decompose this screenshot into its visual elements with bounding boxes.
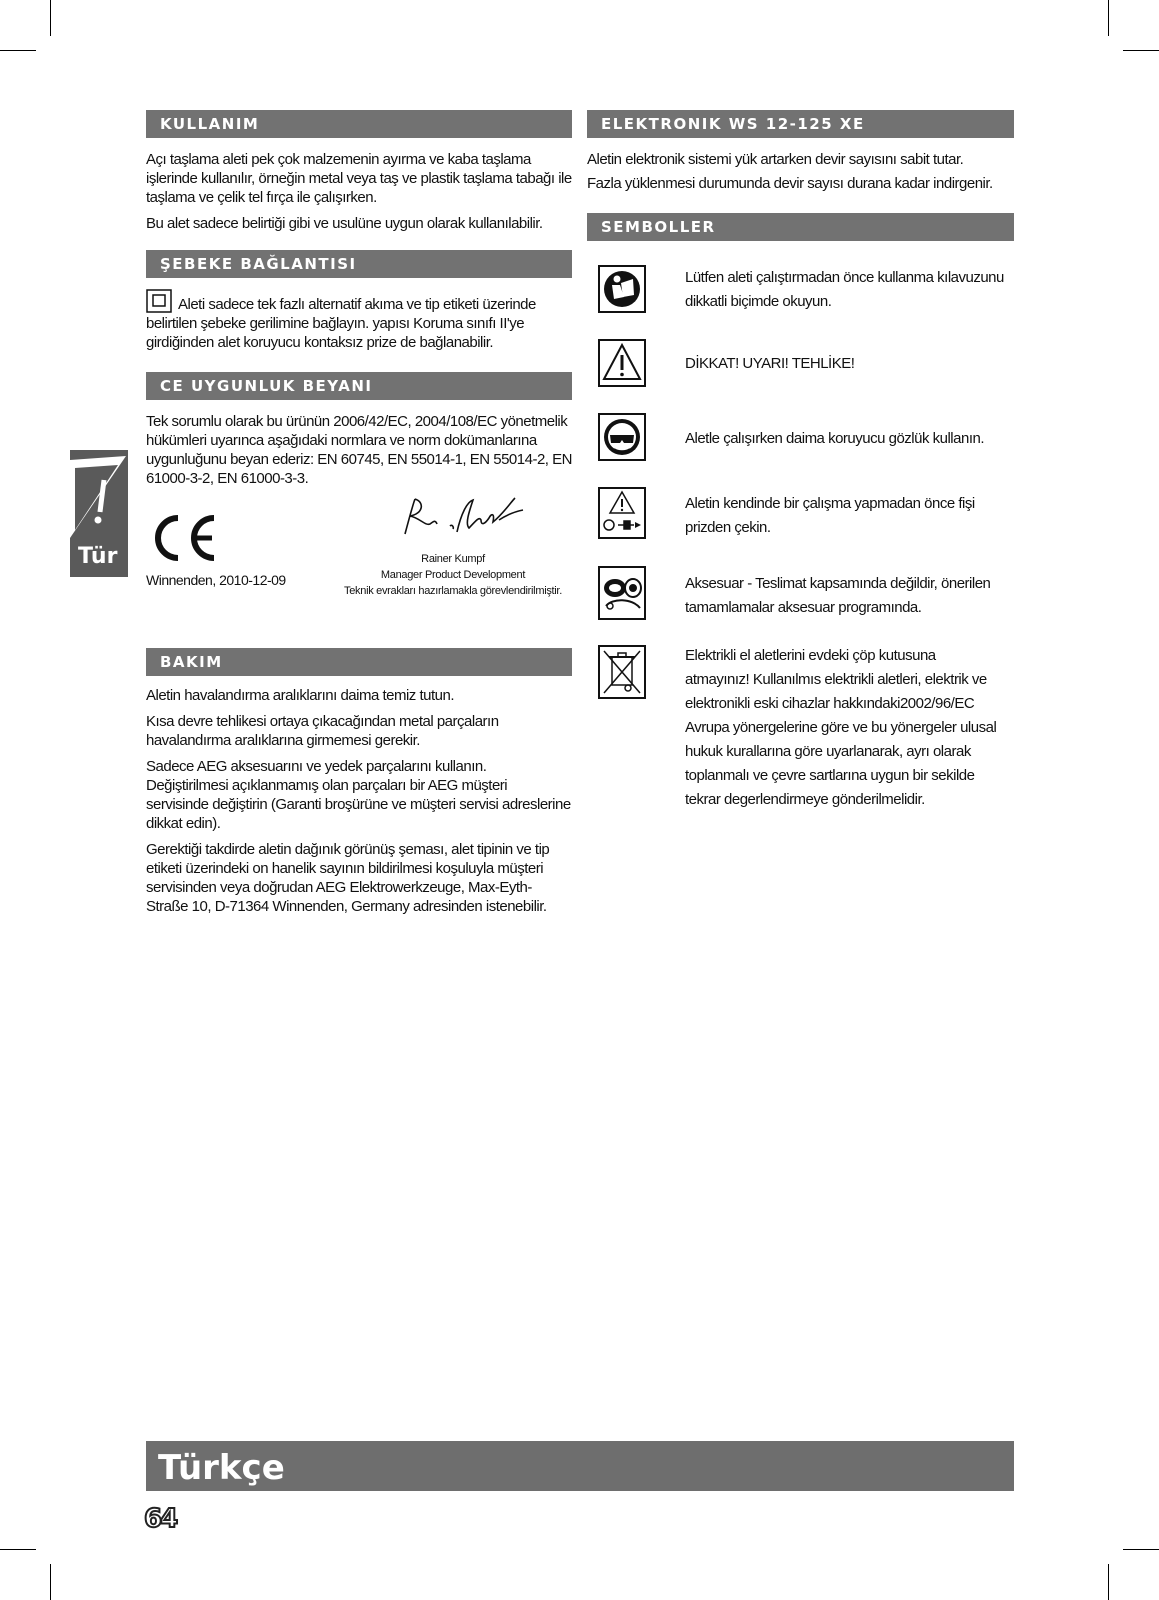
unplug-icon — [600, 489, 644, 537]
section-header-ce: CE UYGUNLUK BEYANI — [146, 372, 572, 400]
paragraph: Kısa devre tehlikesi ortaya çıkacağından metal parçaların havalandırma aralıklarına girmemesi gerekir. — [146, 713, 499, 749]
sebeke-body — [146, 289, 572, 359]
language-side-tab — [70, 450, 128, 577]
symbol-text: Aksesuar - Teslimat kapsamında değildir, önerilen tamamlamalar aksesuar programında. — [685, 575, 991, 616]
paragraph: Aletin havalandırma aralıklarını daima temiz tutun. — [146, 687, 454, 704]
section-header-elektronik: ELEKTRONIK WS 12-125 XE — [587, 110, 1014, 138]
signer-block — [330, 551, 576, 599]
crop-mark — [0, 50, 36, 51]
read-manual-icon — [600, 267, 644, 311]
crop-mark — [1123, 1549, 1159, 1550]
warning-triangle-icon — [600, 341, 644, 385]
symbol-text: Lütfen aleti çalıştırmadan önce kullanma kılavuzunu dikkatli biçimde okuyun. — [685, 269, 1004, 310]
symbol-box — [598, 487, 646, 539]
section-header-semboller: SEMBOLLER — [587, 213, 1014, 241]
kullanim-body — [146, 150, 572, 240]
warning-icon — [70, 450, 128, 540]
section-header-sebeke: ŞEBEKE BAĞLANTISI — [146, 250, 572, 278]
language-footer-bar: Türkçe — [146, 1441, 1014, 1491]
crop-mark — [50, 0, 51, 36]
place-date: Winnenden, 2010-12-09 — [146, 572, 286, 588]
symbol-box — [598, 566, 646, 620]
signer-role: Manager Product Development — [380, 569, 526, 581]
protection-class-ii-icon — [146, 289, 172, 313]
symbol-text: Aletle çalışırken daima koruyucu gözlük kullanın. — [685, 430, 984, 447]
symbol-text: DİKKAT! UYARI! TEHLİKE! — [685, 355, 855, 372]
bakim-body — [146, 686, 572, 923]
crop-mark — [50, 1564, 51, 1600]
paragraph: Sadece AEG aksesuarını ve yedek parçalarını kullanın. Değiştirilmesi açıklanmamış olan parçaları bir AEG müşteri servisinde değiştirin (Garanti broşürüne ve müşteri servisi adreslerine dikkat edin). — [146, 758, 571, 832]
section-header-bakim: BAKIM — [146, 648, 572, 676]
signer-name: Rainer Kumpf — [421, 553, 485, 565]
ce-body — [146, 412, 572, 495]
symbol-box — [598, 413, 646, 461]
signer-note: Teknik evrakları hazırlamakla görevlendirilmiştir. — [344, 585, 562, 597]
signature-image — [395, 494, 545, 544]
paragraph: Gerektiği takdirde aletin dağınık görünüş şeması, alet tipinin ve tip etiketi üzerindeki on hanelik sayının bildirilmesi koşuluyla müşteri servisinden veya doğrudan AEG Elektrowerkzeuge, Max-Eyth-Straße 10, D-71364 Winnenden, Germany adresinden istenebilir. — [146, 841, 550, 915]
section-header-kullanim: KULLANIM — [146, 110, 572, 138]
symbol-text: Elektrikli el aletlerini evdeki çöp kutusuna atmayınız! Kullanılmıs elektrikli aletleri, elektrik ve elektronikli eski cihazlar hakkındaki2002/96/EC Avrupa yönergelerine göre ve bu yönergeler ulusal hukuk kurallarına göre uyarlanarak, ayrı olarak toplanmalı ve çevre sartlarına uygun bir sekilde tekrar degerlendirmeye gönderilmelidir. — [685, 647, 997, 808]
paragraph: Tek sorumlu olarak bu ürünün 2006/42/EC, 2004/108/EC yönetmelik hükümleri uyarınca aşağıdaki normlara ve norm dokümanlarına uygunluğunu beyan ederiz: EN 60745, EN 55014-1, EN 55014-2, EN 61000-3-2, EN 61000-3-3. — [146, 413, 572, 487]
weee-bin-icon — [600, 647, 644, 697]
page-number: 64 — [144, 1504, 177, 1534]
accessory-icon — [600, 568, 644, 618]
crop-mark — [1123, 50, 1159, 51]
symbol-box — [598, 339, 646, 387]
safety-goggles-icon — [600, 415, 644, 459]
symbol-text: Aletin kendinde bir çalışma yapmadan önce fişi prizden çekin. — [685, 495, 975, 536]
crop-mark — [1108, 0, 1109, 36]
paragraph: Açı taşlama aleti pek çok malzemenin ayırma ve kaba taşlama işlerinde kullanılır, örneğin metal veya taş ve plastik taşlama tabağı ile taşlama ve çelik tel fırça ile çalışırken. — [146, 151, 572, 206]
paragraph: Aletin elektronik sistemi yük artarken devir sayısını sabit tutar. — [587, 151, 964, 168]
paragraph: Fazla yüklenmesi durumunda devir sayısı durana kadar indirgenir. — [587, 175, 993, 192]
ce-mark-icon — [148, 512, 218, 564]
crop-mark — [1108, 1564, 1109, 1600]
paragraph: Aleti sadece tek fazlı alternatif akıma ve tip etiketi üzerinde belirtilen şebeke gerilimine bağlayın. yapısı Koruma sınıfı II'ye girdiğinden alet koruyucu kontaksız prize de bağlanabilir. — [146, 296, 536, 351]
crop-mark — [0, 1549, 36, 1550]
symbol-box — [598, 645, 646, 699]
elektronik-body — [587, 148, 1014, 196]
paragraph: Bu alet sadece belirtiği gibi ve usulüne uygun olarak kullanılabilir. — [146, 215, 543, 232]
side-tab-label: Tür — [78, 544, 118, 569]
symbol-box — [598, 265, 646, 313]
